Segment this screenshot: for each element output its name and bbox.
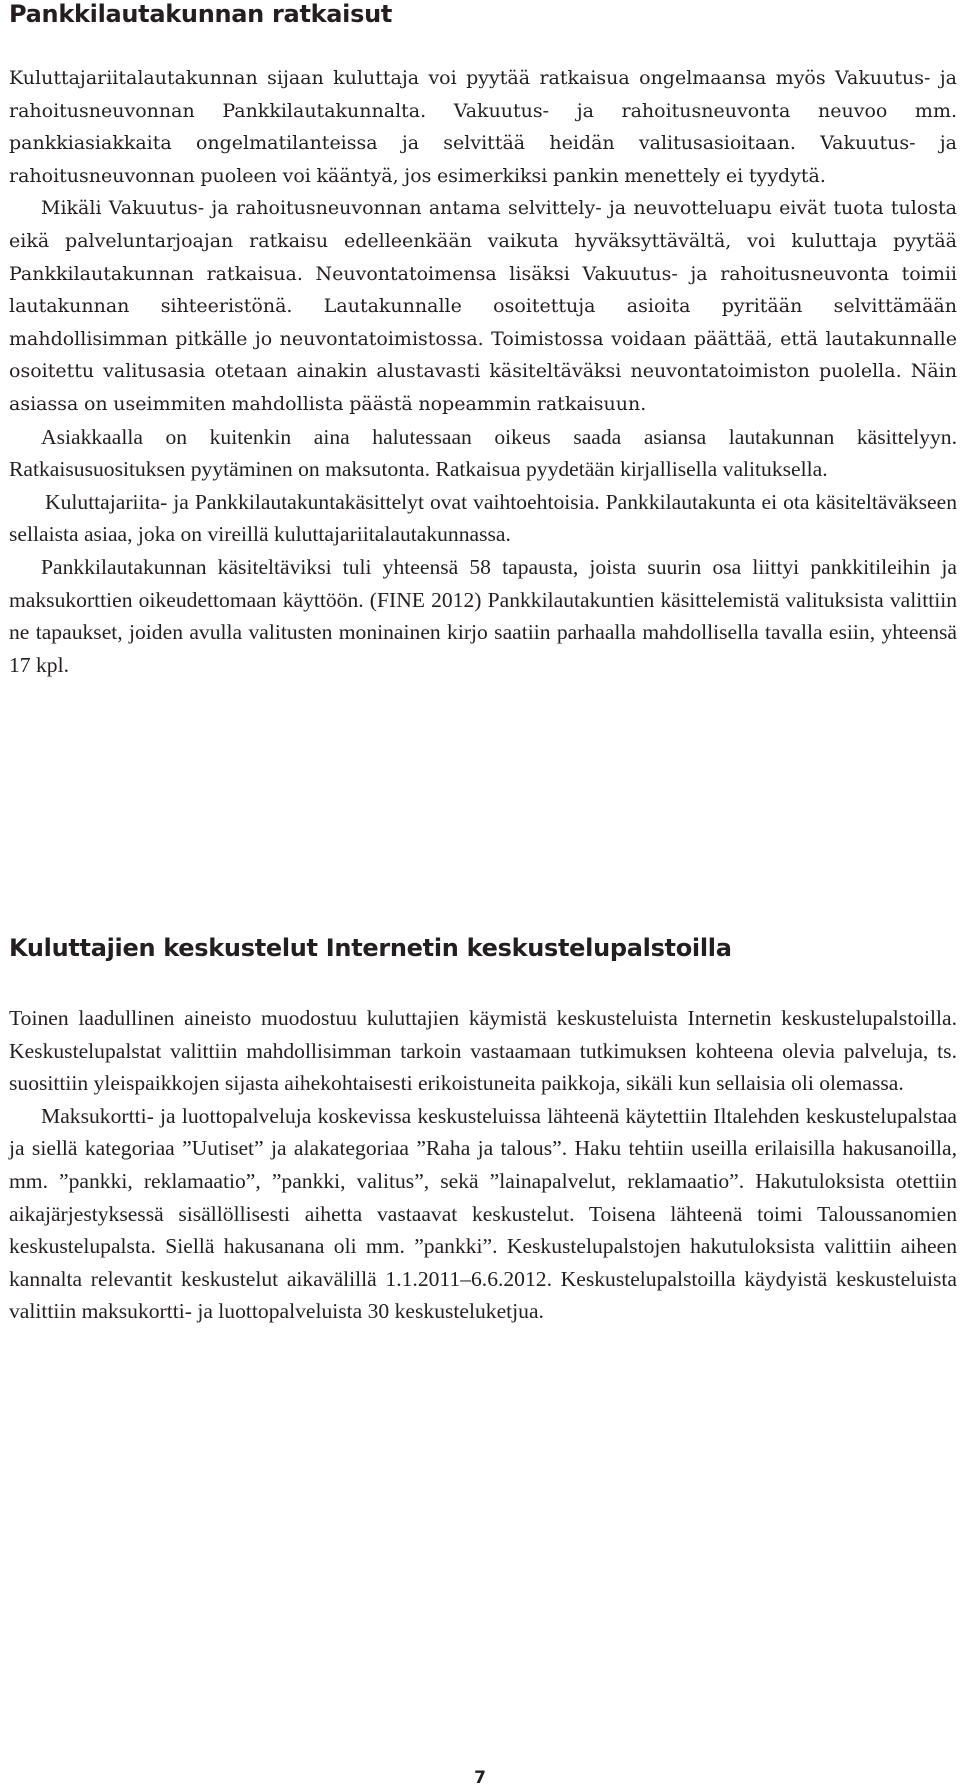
paragraph: Kuluttajariitalautakunnan sijaan kuluttaja voi pyytää ratkaisua ongelmaansa myös Vakuutus- ja rahoitusneuvonnan Pankkilautakunnalta. Vakuutus- ja rahoitusneuvonta neuvoo mm. pankkiasiakkaita ongelmatilanteissa ja selvittää heidän valitusasioitaan. Vakuutus- ja rahoitusneuvonnan puoleen voi kääntyä, jos esimerkiksi pankin menettely ei tyydytä. [9,67,957,187]
section-body-keskustelupalstat [9,1002,957,1328]
paragraph: Pankkilautakunnan käsiteltäviksi tuli yhteensä 58 tapausta, joista suurin osa liittyi pankkitileihin ja maksukorttien oikeudettomaan käyttöön. (FINE 2012) Pankkilautakuntien käsittelemistä valituksista valittiin ne tapaukset, joiden avulla valitusten moninainen kirjo saatiin parhaalla mahdollisella tavalla esiin, yhteensä 17 kpl. [9,554,957,677]
paragraph: Asiakkaalla on kuitenkin aina halutessaan oikeus saada asiansa lautakunnan käsittelyyn. Ratkaisusuosituksen pyytäminen on maksutonta. Ratkaisua pyydetään kirjallisella valituksella. [9,424,957,482]
section-body-pankkilautakunta [9,62,957,681]
section-heading-keskustelupalstat: Kuluttajien keskustelut Internetin keskustelupalstoilla [9,934,732,962]
paragraph: Kuluttajariita- ja Pankkilautakuntakäsittelyt ovat vaihtoehtoisia. Pankkilautakunta ei ota käsiteltäväkseen sellaista asiaa, joka on vireillä kuluttajariitalautakunnassa. [9,489,957,547]
paragraph: Maksukortti- ja luottopalveluja koskevissa keskusteluissa lähteenä käytettiin Iltalehden keskustelupalstaa ja siellä kategoriaa ”Uutiset” ja alakategoriaa ”Raha ja talous”. Haku tehtiin useilla erilaisilla hakusanoilla, mm. ”pankki, reklamaatio”, ”pankki, valitus”, sekä ”lainapalvelut, reklamaatio”. Hakutuloksista otettiin aikajärjestyksessä sisällöllisesti aihetta vastaavat keskustelut. Toisena lähteenä toimi Taloussanomien keskustelupalsta. Siellä hakusanana oli mm. ”pankki”. Keskustelupalstojen hakutuloksista valittiin aiheen kannalta relevantit keskustelut aikavälillä 1.1.2011–6.6.2012. Keskustelupalstoilla käydyistä keskusteluista valittiin maksukortti- ja luottopalveluista 30 keskusteluketjua. [9,1103,957,1324]
section-heading-pankkilautakunta: Pankkilautakunnan ratkaisut [9,0,393,28]
paragraph: Mikäli Vakuutus- ja rahoitusneuvonnan antama selvittely- ja neuvotteluapu eivät tuota tulosta eikä palveluntarjoajan ratkaisu edelleenkään vaikuta hyväksyttävältä, voi kuluttaja pyytää Pankkilautakunnan ratkaisua. Neuvontatoimensa lisäksi Vakuutus- ja rahoitusneuvonta toimii lautakunnan sihteeristönä. Lautakunnalle osoitettuja asioita pyritään selvittämään mahdollisimman pitkälle jo neuvontatoimistossa. Toimistossa voidaan päättää, että lautakunnalle osoitettu valitusasia otetaan ainakin alustavasti käsiteltäväksi neuvontatoimiston puolella. Näin asiassa on useimmiten mahdollista päästä nopeammin ratkaisuun. [9,197,957,415]
page-number: 7 [474,1768,486,1788]
paragraph: Toinen laadullinen aineisto muodostuu kuluttajien käymistä keskusteluista Internetin keskustelupalstoilla. Keskustelupalstat valittiin mahdollisimman tarkoin vastaamaan tutkimuksen kohteena olevia palveluja, ts. suosittiin yleispaikkojen sijasta aihekohtaisesti erikoistuneita paikkoja, sikäli kun sellaisia oli olemassa. [9,1006,957,1096]
